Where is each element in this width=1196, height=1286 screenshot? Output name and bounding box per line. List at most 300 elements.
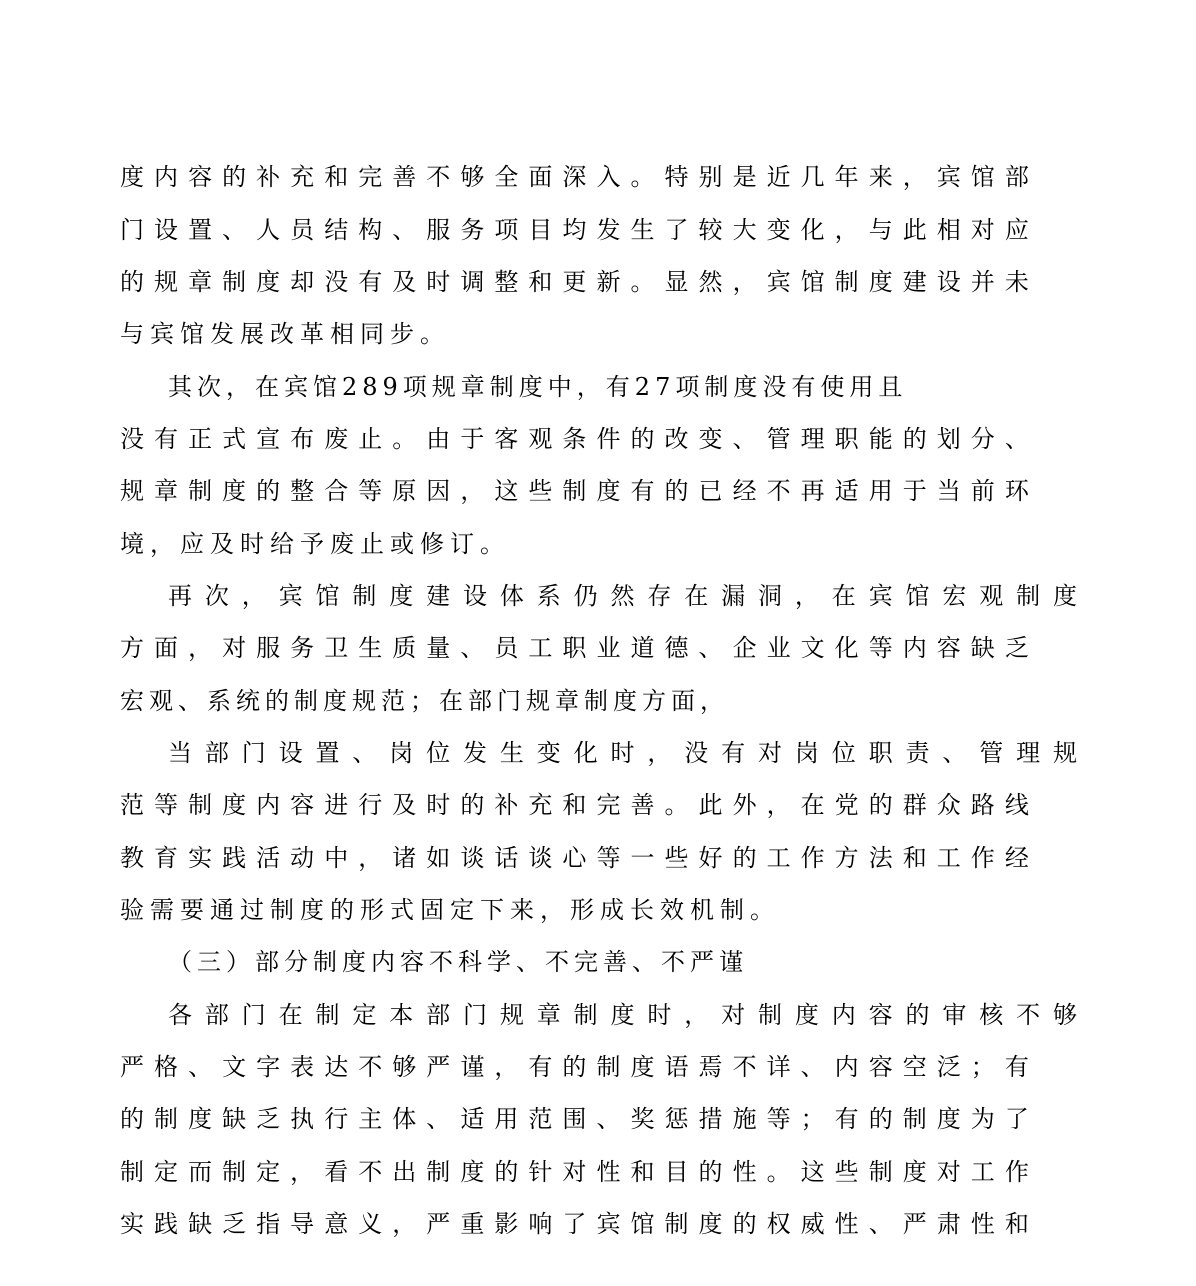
- text-glyph: 文: [800, 634, 825, 662]
- text-glyph: 德: [664, 634, 689, 662]
- text-glyph: 度: [1053, 582, 1077, 610]
- text-glyph: 式: [222, 425, 247, 453]
- text-glyph: 表: [290, 1053, 315, 1081]
- text-glyph: 度: [902, 1158, 927, 1186]
- text-glyph: 充: [528, 791, 553, 819]
- text-glyph: 变: [698, 425, 723, 453]
- text-glyph: 路: [970, 791, 995, 819]
- text-glyph: 变: [766, 216, 791, 244]
- text-glyph: 详: [766, 1053, 791, 1081]
- text-glyph: 经: [732, 477, 757, 505]
- text-glyph: 焉: [698, 1053, 723, 1081]
- text-glyph: 新: [596, 268, 621, 296]
- text-glyph: 能: [868, 425, 893, 453]
- text-glyph: 话: [494, 844, 519, 872]
- text-glyph: 充: [290, 163, 315, 191]
- text-glyph: 缺: [970, 634, 995, 662]
- text-glyph: 漏: [721, 582, 746, 610]
- text-glyph: 党: [834, 791, 859, 819]
- text-glyph: 容: [290, 791, 315, 819]
- text-glyph: 些: [528, 477, 553, 505]
- text-glyph: 出: [392, 1158, 417, 1186]
- text-glyph: 制: [1016, 582, 1041, 610]
- text-glyph: 影: [494, 1210, 519, 1238]
- text-glyph: 对: [222, 634, 247, 662]
- text-glyph: 宾: [596, 1210, 621, 1238]
- text-line: [0, 157, 1148, 197]
- text-glyph: 了: [562, 1210, 587, 1238]
- text-glyph: 和: [902, 844, 927, 872]
- text-glyph: 是: [732, 163, 757, 191]
- text-glyph: 作: [800, 844, 825, 872]
- text-glyph: 严: [426, 1053, 451, 1081]
- text-line: 宏观、系统的制度规范；在部门规章制度方面，: [120, 687, 729, 715]
- text-glyph: 再: [168, 582, 192, 610]
- text-glyph: 和: [324, 163, 349, 191]
- text-glyph: 的: [494, 1158, 519, 1186]
- text-glyph: 及: [392, 791, 417, 819]
- text-glyph: 存: [647, 582, 672, 610]
- text-glyph: 环: [1004, 477, 1029, 505]
- text-glyph: 众: [936, 791, 961, 819]
- text-glyph: 有: [358, 268, 383, 296]
- text-glyph: 面: [154, 634, 179, 662]
- text-glyph: 好: [698, 844, 723, 872]
- text-glyph: 补: [256, 163, 281, 191]
- text-glyph: 和: [1004, 1210, 1029, 1238]
- text-glyph: 实: [120, 1210, 144, 1238]
- text-glyph: 然: [698, 268, 723, 296]
- text-glyph: 群: [902, 791, 927, 819]
- text-glyph: 规: [499, 1001, 524, 1029]
- text-glyph: 定: [256, 1158, 281, 1186]
- text-glyph: 没: [324, 268, 349, 296]
- text-glyph: 行: [358, 791, 383, 819]
- text-glyph: 够: [1053, 1001, 1077, 1029]
- text-glyph: 、: [698, 634, 723, 662]
- text-glyph: 容: [188, 163, 213, 191]
- text-glyph: 制: [758, 1001, 782, 1029]
- text-glyph: 在: [278, 1001, 303, 1029]
- text-line: [0, 995, 1196, 1035]
- text-glyph: 执: [290, 1105, 315, 1133]
- text-glyph: 职: [834, 425, 859, 453]
- text-glyph: 道: [630, 634, 655, 662]
- text-glyph: 指: [256, 1210, 281, 1238]
- text-glyph: 业: [596, 634, 621, 662]
- text-glyph: 布: [290, 425, 315, 453]
- text-glyph: 对: [721, 1001, 746, 1029]
- text-glyph: 前: [970, 477, 995, 505]
- text-glyph: 馆: [315, 582, 340, 610]
- text-glyph: 原: [392, 477, 417, 505]
- text-glyph: 、: [392, 216, 417, 244]
- text-glyph: 体: [499, 582, 524, 610]
- text-glyph: 正: [188, 425, 213, 453]
- text-glyph: 却: [290, 268, 315, 296]
- text-glyph: 、: [188, 1053, 213, 1081]
- text-glyph: 些: [664, 844, 689, 872]
- text-glyph: 制: [868, 1158, 893, 1186]
- text-glyph: 而: [188, 1158, 213, 1186]
- text-line: [0, 733, 1196, 773]
- text-glyph: 方: [120, 634, 144, 662]
- text-glyph: 馆: [905, 582, 930, 610]
- text-glyph: 宾: [278, 582, 303, 610]
- text-glyph: 惩: [664, 1105, 689, 1133]
- text-glyph: 性: [970, 1210, 995, 1238]
- text-glyph: 的: [120, 268, 144, 296]
- text-glyph: 等: [154, 791, 179, 819]
- text-glyph: 深: [562, 163, 587, 191]
- text-glyph: 范: [120, 791, 144, 819]
- text-glyph: 针: [528, 1158, 553, 1186]
- text-glyph: 设: [154, 216, 179, 244]
- text-glyph: 乏: [256, 1105, 281, 1133]
- text-glyph: 定: [352, 1001, 377, 1029]
- text-glyph: 别: [698, 163, 723, 191]
- text-glyph: 制: [834, 268, 859, 296]
- text-glyph: 有: [630, 477, 655, 505]
- text-glyph: 度: [596, 477, 621, 505]
- text-glyph: 严: [120, 1053, 144, 1081]
- text-glyph: 服: [256, 634, 281, 662]
- text-glyph: 。: [630, 163, 655, 191]
- text-glyph: 量: [426, 634, 451, 662]
- text-glyph: 门: [241, 739, 266, 767]
- text-glyph: 职: [868, 739, 893, 767]
- text-glyph: 置: [188, 216, 213, 244]
- text-glyph: 意: [324, 1210, 349, 1238]
- text-glyph: 生: [630, 216, 655, 244]
- text-glyph: 重: [460, 1210, 485, 1238]
- text-glyph: 完: [358, 163, 383, 191]
- text-glyph: 来: [868, 163, 893, 191]
- text-glyph: 时: [426, 268, 451, 296]
- text-glyph: ，: [732, 268, 757, 296]
- text-glyph: 法: [868, 844, 893, 872]
- text-glyph: 制: [154, 1105, 179, 1133]
- text-glyph: 发: [463, 739, 487, 767]
- text-glyph: 性: [834, 1210, 859, 1238]
- text-glyph: 对: [970, 216, 995, 244]
- text-glyph: 时: [426, 791, 451, 819]
- text-glyph: 方: [834, 844, 859, 872]
- text-glyph: 的: [256, 477, 281, 505]
- text-glyph: 度: [794, 1001, 819, 1029]
- text-glyph: 、: [426, 1105, 451, 1133]
- text-glyph: 务: [290, 634, 315, 662]
- text-glyph: 构: [358, 216, 383, 244]
- text-glyph: 范: [528, 1105, 553, 1133]
- text-glyph: 补: [494, 791, 519, 819]
- text-glyph: 等: [358, 477, 383, 505]
- text-glyph: 和: [562, 791, 587, 819]
- text-glyph: 各: [168, 1001, 192, 1029]
- text-glyph: 条: [562, 425, 587, 453]
- text-glyph: 于: [460, 425, 485, 453]
- text-glyph: 章: [536, 1001, 561, 1029]
- text-glyph: 字: [256, 1053, 281, 1081]
- text-glyph: ；: [800, 1105, 825, 1133]
- text-glyph: 制: [222, 1158, 247, 1186]
- text-glyph: 划: [936, 425, 961, 453]
- text-glyph: 心: [562, 844, 587, 872]
- text-glyph: 进: [324, 791, 349, 819]
- text-glyph: 章: [154, 477, 179, 505]
- text-glyph: 工: [766, 844, 791, 872]
- text-glyph: 的: [120, 1105, 144, 1133]
- text-glyph: 仍: [573, 582, 598, 610]
- text-glyph: 目: [664, 1158, 689, 1186]
- text-glyph: 性: [596, 1158, 621, 1186]
- text-glyph: 善: [630, 791, 655, 819]
- text-glyph: 的: [222, 163, 247, 191]
- text-glyph: 业: [766, 634, 791, 662]
- text-glyph: 度: [120, 163, 144, 191]
- text-line: [0, 1204, 1148, 1244]
- text-glyph: 面: [528, 163, 553, 191]
- text-glyph: 度: [630, 1053, 655, 1081]
- text-glyph: 位: [831, 739, 856, 767]
- text-glyph: 。: [766, 1158, 791, 1186]
- text-glyph: 与: [868, 216, 893, 244]
- text-glyph: 行: [324, 1105, 349, 1133]
- text-glyph: 制: [426, 1158, 451, 1186]
- text-glyph: ，: [766, 791, 791, 819]
- text-glyph: 肃: [936, 1210, 961, 1238]
- text-glyph: 主: [358, 1105, 383, 1133]
- text-glyph: 审: [942, 1001, 967, 1029]
- text-glyph: 制: [120, 1158, 144, 1186]
- text-glyph: 度: [188, 1105, 213, 1133]
- text-glyph: 内: [902, 634, 927, 662]
- text-line: [0, 262, 1148, 302]
- text-glyph: 内: [256, 791, 281, 819]
- text-glyph: 发: [596, 216, 621, 244]
- text-glyph: 部: [426, 1001, 451, 1029]
- text-glyph: 部: [204, 1001, 229, 1029]
- text-glyph: 不: [358, 1158, 383, 1186]
- text-glyph: 、: [732, 425, 757, 453]
- text-glyph: 内: [834, 1053, 859, 1081]
- text-glyph: ，: [647, 739, 672, 767]
- text-glyph: 入: [596, 163, 621, 191]
- text-glyph: 等: [596, 844, 621, 872]
- text-glyph: 一: [630, 844, 655, 872]
- text-glyph: 教: [120, 844, 144, 872]
- text-glyph: 践: [154, 1210, 179, 1238]
- text-glyph: ，: [460, 477, 485, 505]
- text-glyph: 并: [970, 268, 995, 296]
- text-glyph: 馆: [630, 1210, 655, 1238]
- text-glyph: 制: [222, 268, 247, 296]
- text-glyph: 化: [834, 634, 859, 662]
- text-glyph: 人: [256, 216, 281, 244]
- text-glyph: 规: [1053, 739, 1077, 767]
- text-glyph: 再: [800, 477, 825, 505]
- text-glyph: 缺: [222, 1105, 247, 1133]
- text-glyph: 用: [494, 1105, 519, 1133]
- text-glyph: 、: [1004, 425, 1029, 453]
- text-glyph: ，: [241, 582, 266, 610]
- text-line: [0, 576, 1196, 616]
- text-glyph: 此: [698, 791, 723, 819]
- text-glyph: 有: [1004, 1053, 1029, 1081]
- text-glyph: 的: [732, 1210, 757, 1238]
- text-glyph: 体: [392, 1105, 417, 1133]
- text-glyph: 性: [732, 1158, 757, 1186]
- text-glyph: 响: [528, 1210, 553, 1238]
- text-glyph: 设: [936, 268, 961, 296]
- text-glyph: 宏: [942, 582, 967, 610]
- text-glyph: 及: [392, 268, 417, 296]
- text-glyph: 的: [630, 425, 655, 453]
- text-glyph: 卫: [324, 634, 349, 662]
- text-line: 与宾馆发展改革相同步。: [120, 320, 450, 348]
- text-glyph: 。: [664, 791, 689, 819]
- text-glyph: 乏: [1004, 634, 1029, 662]
- text-glyph: 建: [902, 268, 927, 296]
- text-glyph: 施: [732, 1105, 757, 1133]
- text-glyph: 工: [528, 634, 553, 662]
- text-glyph: 年: [834, 163, 859, 191]
- text-glyph: ，: [290, 1158, 315, 1186]
- text-glyph: 当: [168, 739, 192, 767]
- text-glyph: 系: [536, 582, 561, 610]
- text-glyph: 义: [358, 1210, 383, 1238]
- text-glyph: 本: [389, 1001, 414, 1029]
- text-glyph: 了: [1004, 1105, 1029, 1133]
- text-glyph: 育: [154, 844, 179, 872]
- text-glyph: 内: [154, 163, 179, 191]
- text-glyph: ，: [902, 163, 927, 191]
- text-glyph: 观: [528, 425, 553, 453]
- text-glyph: 等: [766, 1105, 791, 1133]
- text-glyph: 部: [1004, 163, 1029, 191]
- text-glyph: 看: [324, 1158, 349, 1186]
- text-glyph: 度: [610, 1001, 635, 1029]
- text-glyph: 质: [392, 634, 417, 662]
- text-glyph: 的: [732, 844, 757, 872]
- text-line: [0, 419, 1148, 459]
- text-glyph: 然: [610, 582, 635, 610]
- text-glyph: 门: [241, 1001, 266, 1029]
- text-glyph: 应: [1004, 216, 1029, 244]
- text-glyph: 和: [630, 1158, 655, 1186]
- text-glyph: 门: [120, 216, 144, 244]
- text-glyph: 于: [902, 477, 927, 505]
- text-glyph: 些: [834, 1158, 859, 1186]
- text-glyph: 制: [562, 477, 587, 505]
- text-glyph: 生: [358, 634, 383, 662]
- text-glyph: 了: [664, 216, 689, 244]
- text-glyph: 责: [905, 739, 930, 767]
- text-glyph: 已: [698, 477, 723, 505]
- text-glyph: 诸: [392, 844, 417, 872]
- text-glyph: 、: [800, 1053, 825, 1081]
- text-glyph: 服: [426, 216, 451, 244]
- text-glyph: 不: [1016, 1001, 1041, 1029]
- text-line: [0, 1099, 1148, 1139]
- text-line: 验需要通过制度的形式固定下来，形成长效机制。: [120, 896, 780, 924]
- text-glyph: 中: [324, 844, 349, 872]
- text-glyph: 有: [528, 1053, 553, 1081]
- text-line: [0, 628, 1148, 668]
- text-glyph: 对: [562, 1158, 587, 1186]
- text-glyph: 度: [698, 1210, 723, 1238]
- text-glyph: 设: [278, 739, 303, 767]
- text-glyph: 度: [222, 477, 247, 505]
- text-glyph: 职: [562, 634, 587, 662]
- text-glyph: 内: [831, 1001, 856, 1029]
- text-glyph: 目: [528, 216, 553, 244]
- text-glyph: 废: [324, 425, 349, 453]
- text-glyph: 的: [902, 425, 927, 453]
- text-glyph: 宣: [256, 425, 281, 453]
- text-glyph: 近: [766, 163, 791, 191]
- text-glyph: 宾: [936, 163, 961, 191]
- text-glyph: 定: [154, 1158, 179, 1186]
- text-glyph: 客: [494, 425, 519, 453]
- text-glyph: 在: [684, 582, 709, 610]
- text-glyph: 经: [1004, 844, 1029, 872]
- text-glyph: ，: [834, 216, 859, 244]
- text-glyph: 章: [188, 268, 213, 296]
- text-glyph: 谨: [460, 1053, 485, 1081]
- text-glyph: 、: [596, 1105, 621, 1133]
- text-glyph: ，: [392, 1210, 417, 1238]
- text-glyph: 工: [936, 844, 961, 872]
- text-glyph: 员: [494, 634, 519, 662]
- text-glyph: 够: [460, 163, 485, 191]
- text-glyph: 务: [460, 216, 485, 244]
- text-glyph: 化: [800, 216, 825, 244]
- text-glyph: 观: [979, 582, 1004, 610]
- text-glyph: 几: [800, 163, 825, 191]
- text-glyph: 不: [732, 1053, 757, 1081]
- text-glyph: 止: [358, 425, 383, 453]
- text-line: [0, 471, 1148, 511]
- text-glyph: 整: [494, 268, 519, 296]
- text-glyph: ，: [794, 582, 819, 610]
- text-glyph: 制: [596, 1053, 621, 1081]
- text-glyph: 管: [979, 739, 1004, 767]
- text-glyph: 调: [460, 268, 485, 296]
- text-glyph: 化: [573, 739, 598, 767]
- text-glyph: 位: [426, 739, 451, 767]
- text-glyph: 和: [528, 268, 553, 296]
- text-glyph: 这: [800, 1158, 825, 1186]
- text-glyph: 企: [732, 634, 757, 662]
- text-glyph: 语: [664, 1053, 689, 1081]
- text-glyph: 门: [463, 1001, 487, 1029]
- text-glyph: 容: [936, 634, 961, 662]
- text-glyph: 此: [902, 216, 927, 244]
- text-glyph: 在: [831, 582, 856, 610]
- text-glyph: 理: [1016, 739, 1041, 767]
- text-glyph: 空: [902, 1053, 927, 1081]
- text-glyph: 当: [936, 477, 961, 505]
- text-glyph: 度: [256, 268, 281, 296]
- text-glyph: 谈: [460, 844, 485, 872]
- text-glyph: 显: [664, 268, 689, 296]
- text-glyph: 乏: [222, 1210, 247, 1238]
- text-glyph: 较: [698, 216, 723, 244]
- text-glyph: 容: [868, 1001, 893, 1029]
- text-glyph: 权: [766, 1210, 791, 1238]
- text-glyph: 这: [494, 477, 519, 505]
